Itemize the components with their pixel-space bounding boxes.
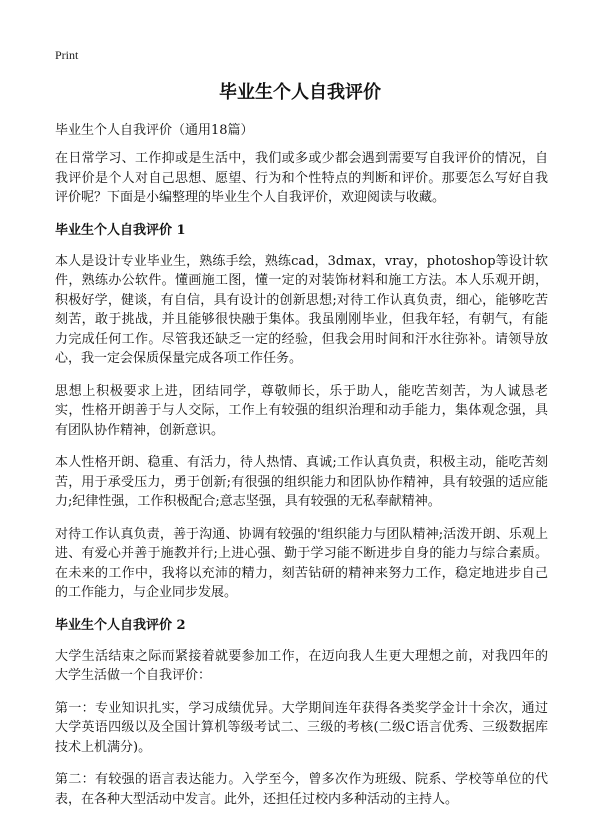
paragraph: 对待工作认真负责，善于沟通、协调有较强的'组织能力与团队精神;活泼开朗、乐观上进、有爱心并善于施教并行;上进心强、勤于学习能不断进步自身的能力与综合素质。在未来的工作中，我将以充沛的精力，刻苦钻研的精神来努力工作，稳定地进步自己的工作能力，与企业同步发展。: [55, 526, 548, 600]
section-heading: 毕业生个人自我评价 1: [55, 222, 186, 238]
page-title: 毕业生个人自我评价: [219, 82, 381, 103]
intro-paragraph: 在日常学习、工作抑或是生活中，我们或多或少都会遇到需要写自我评价的情况，自我评价是个人对自己思想、愿望、行为和个性特点的判断和评价。那要怎么写好自我评价呢？下面是小编整理的毕业生个人自我评价，欢迎阅读与收藏。: [55, 151, 548, 205]
paragraph: 思想上积极要求上进，团结同学，尊敬师长，乐于助人，能吃苦刻苦，为人诚恳老实，性格开朗善于与人交际，工作上有较强的组织治理和动手能力，集体观念强，具有团队协作精神，创新意识。: [55, 383, 548, 438]
paragraph: 本人性格开朗、稳重、有活力，待人热情、真诚;工作认真负责，积极主动，能吃苦刻苦，用于承受压力，勇于创新;有很强的组织能力和团队协作精神，具有较强的适应能力;纪律性强，工作积极配合;意志坚强，具有较强的无私奉献精神。: [55, 455, 548, 509]
article-body: [55, 120, 548, 822]
paragraph: 本人是设计专业毕业生，熟练手绘，熟练cad，3dmax，vray，photoshop等设计软件，熟练办公软件。懂画施工图，懂一定的对装饰材料和施工方法。本人乐观开朗，积极好学，健谈，有自信，具有设计的创新思想;对待工作认真负责，细心，能够吃苦刻苦，敢于挑战，并且能够很快融于集体。我虽刚刚毕业，但我年轻，有朝气，有能力完成任何工作。尽管我还缺乏一定的经验，但我会用时间和汗水往弥补。请领导放心，我一定会保质保量完成各项工作任务。: [55, 253, 548, 366]
paragraph: 第二：有较强的语言表达能力。入学至今，曾多次作为班级、院系、学校等单位的代表，在各种大型活动中发言。此外，还担任过校内多种活动的主持人。: [55, 772, 548, 807]
print-link[interactable]: Print: [55, 48, 79, 62]
section-heading: 毕业生个人自我评价 2: [55, 617, 186, 633]
paragraph: 第一：专业知识扎实，学习成绩优异。大学期间连年获得各类奖学金计十余次，通过大学英语四级以及全国计算机等级考试二、三级的考核(二级C语言优秀、三级数据库技术上机满分)。: [55, 700, 548, 755]
article-subtitle: 毕业生个人自我评价（通用18篇）: [55, 123, 254, 138]
paragraph: 大学生活结束之际而紧接着就要参加工作，在迈向我人生更大理想之前，对我四年的大学生活做一个自我评价：: [55, 648, 548, 683]
